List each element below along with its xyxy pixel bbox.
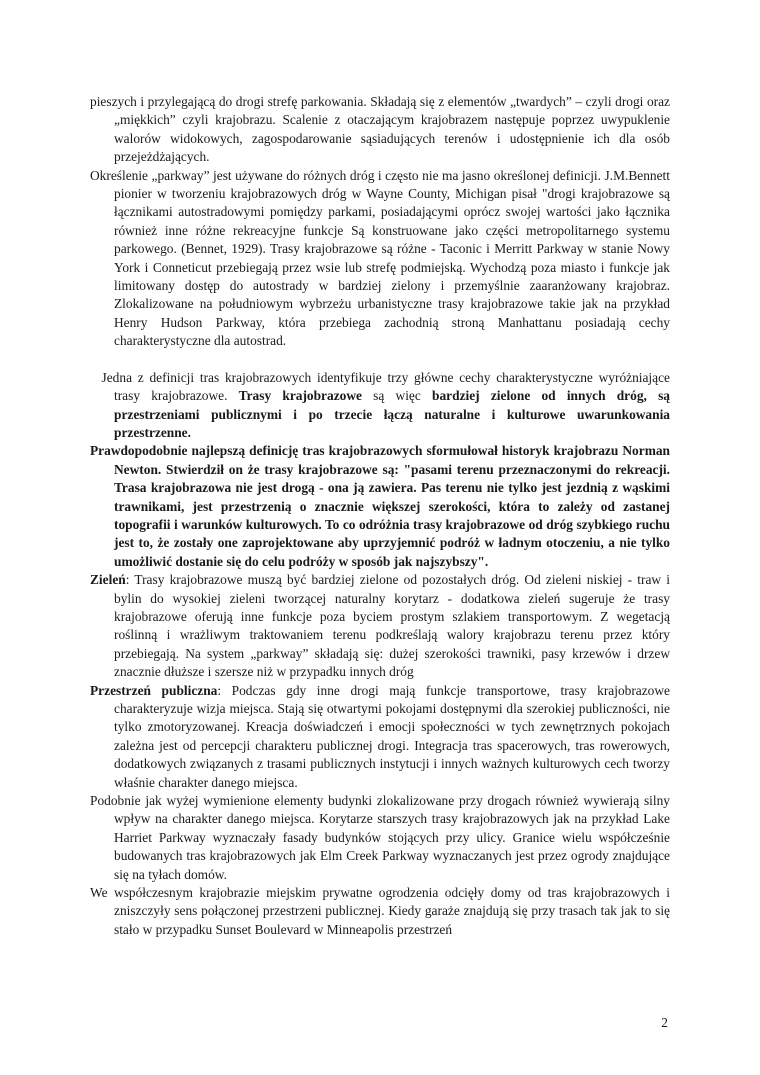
document-body [90,93,670,939]
paragraph-buildings: Podobnie jak wyżej wymienione elementy budynki zlokalizowane przy drogach również wywierają silny wpływ na charakter danego miejsca. Korytarze starszych trasy krajobrazowych jak na przykład Lake Harriet Parkway wyznaczały fasady budynków stojących przy ulicy. Granice wielu współcześnie budowanych tras krajobrazowych jak Elm Creek Parkway wyznaczanych jest przez ogrody znajdujące się na tyłach domów. [90,793,670,882]
paragraph-spacer [90,351,670,369]
page-number: 2 [661,1015,668,1030]
three-features-intro: Jedna z definicji tras krajobrazowych identyfikuje trzy główne cechy charakterystyczne wyróżniające trasy krajobrazowe. [101,369,670,404]
public-space-heading: Przestrzeń publiczna [90,682,218,698]
paragraph-private-fences: We współczesnym krajobrazie miejskim prywatne ogrodzenia odcięły domy od tras krajobrazowych i zniszczyły sens połączonej przestrzeni publicznej. Kiedy garaże znajdują się przy trasach tak jak to się stało w przypadku Sunset Boulevard w Minneapolis przestrzeń [90,885,670,937]
three-features-bold-term: Trasy krajobrazowe [238,388,362,404]
paragraph-newton-definition: Prawdopodobnie najlepszą definicję tras krajobrazowych sformułował historyk krajobrazu Norman Newton. Stwierdził on że trasy krajobrazowe są: "pasami terenu przeznaczonymi do rekreacji. Trasa krajobrazowa nie jest drogą - ona ją zawiera. Pas terenu nie tylko jest jezdnią z wąskimi trawnikami, jest przestrzenią o znacznie większej szerokości, która to zależy od zastanej topografii i warunków kulturowych. To co odróżnia trasy krajobrazowe od dróg szybkiego ruchu jest to, że zostały one zaprojektowane aby uprzyjemnić podróż w ładnym otoczeniu, a nie tylko umożliwić dostanie się do celu podróży w sposób jak najszybszy". [90,443,670,569]
public-space-text: : Podczas gdy inne drogi mają funkcje transportowe, trasy krajobrazowe charakteryzuje wizja miejsca. Stają się otwartymi pokojami dostępnymi dla szerokiej publiczności, nie tylko zmotoryzowanej. Kreacja doświadczeń i emocji społeczności w tych zewnętrznych pokojach zależna jest od percepcji charakteru publicznej drogi. Integracja tras spacerowych, tras rowerowych, dodatkowych związanych z trasami publicznych instytucji i innych ważnych kulturowych cech tworzy właśnie charakter danego miejsca. [114,682,670,790]
three-features-bold-summary: bardziej zielone od innych dróg, są przestrzeniami publicznymi i po trzecie łączą naturalne i kulturowe uwarunkowania przestrzenne. [114,388,670,440]
paragraph-greenery [90,571,670,681]
paragraph-three-features [90,369,670,443]
greenery-text: : Trasy krajobrazowe muszą być bardziej zielone od pozostałych dróg. Od zieleni niskiej - traw i bylin do wysokiej zieleni tworzącej naturalny korytarz - dodatkowa zieleń sugeruje że trasy krajobrazowe oferują inne funkcje poza byciem prostym szlakiem transportowym. Z wegetacją roślinną i wrażliwym traktowaniem terenu podkreślają walory krajobrazu terenu przez który przebiegają. Na system „parkway” składają się: dużej szerokości trawniki, pasy krzewów i drzew znacznie dłuższe i szersze niż w przypadku innych dróg [114,572,670,680]
paragraph-public-space [90,682,670,792]
greenery-heading: Zieleń [90,572,126,588]
paragraph-parkway-definition: Określenie „parkway” jest używane do różnych dróg i często nie ma jasno określonej definicji. J.M.Bennett pionier w tworzeniu krajobrazowych dróg w Wayne County, Michigan pisał "drogi krajobrazowe są łącznikami autostradowymi pomiędzy parkami, posiadającymi oprócz swojej wartości jako łącznika również inne różne rekreacyjne funkcje Są konstruowane jako części metropolitarnego systemu parkowego. (Bennet, 1929). Trasy krajobrazowe są różne - Taconic i Merritt Parkway w stanie Nowy York i Conneticut przebiegają przez wsie lub strefę podmiejską. Wychodzą poza miasto i funkcje jak limitowany dostęp do autostrady w bardziej zielony i przemyślnie zaaranżowany krajobraz. Zlokalizowane na południowym wybrzeżu urbanistyczne trasy krajobrazowe takie jak na przykład Henry Hudson Parkway, która przebiega zachodnią stroną Manhattanu posiadają cechy charakterystyczne dla autostrad. [90,167,670,349]
three-features-connector: są więc [361,388,433,404]
paragraph-parking-zone: pieszych i przylegającą do drogi strefę parkowania. Składają się z elementów „twardych” – czyli drogi oraz „miękkich” czyli krajobrazu. Scalenie z otaczającym krajobrazem następuje poprzez uwypuklenie walorów widokowych, zagospodarowanie sąsiadujących terenów i udostępnienie ich dla osób przejeżdżających. [90,94,670,165]
